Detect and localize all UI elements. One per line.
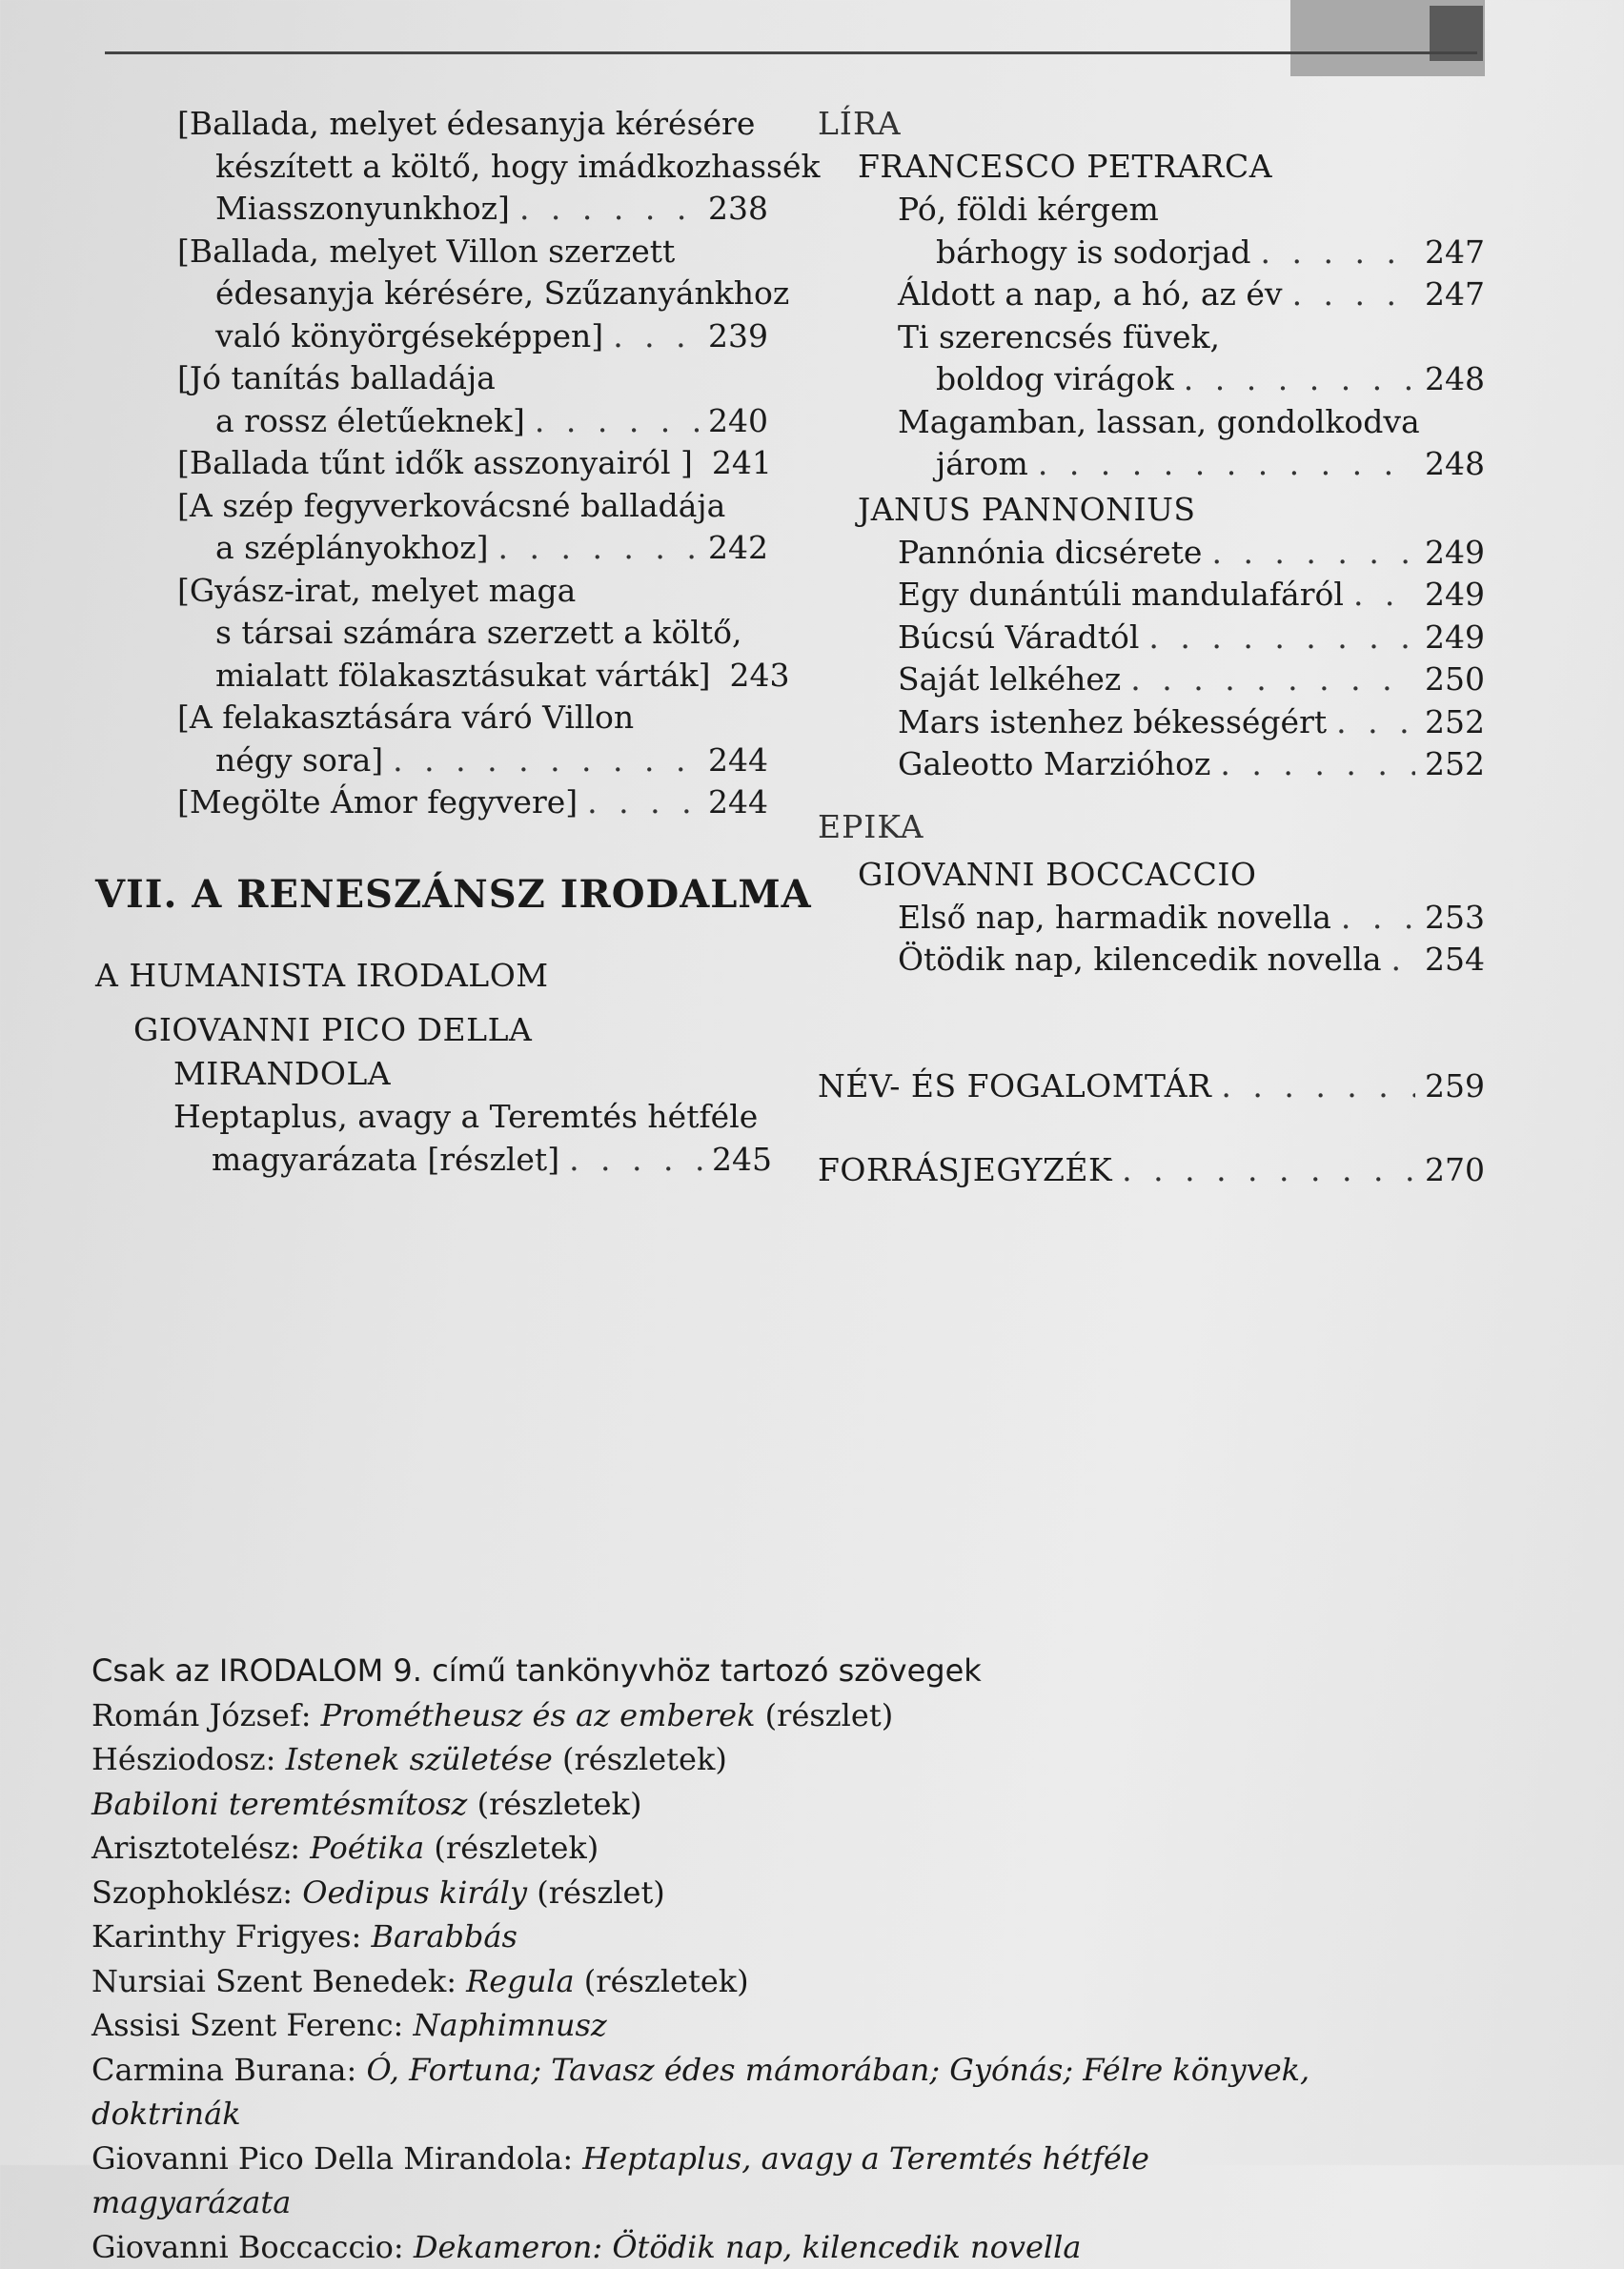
- toc-entry[interactable]: [177, 485, 768, 570]
- toc-entry-title: Első nap, harmadik novella: [898, 897, 1331, 940]
- leader-dots: [613, 315, 699, 358]
- toc-entry-line: [Gyász-irat, melyet maga: [177, 570, 768, 613]
- petrarca-list: [818, 189, 1485, 486]
- leader-dots: [1122, 1149, 1415, 1192]
- leader-dots: [1353, 574, 1415, 617]
- toc-entry[interactable]: [898, 316, 1485, 401]
- leader-dots: [1336, 701, 1415, 744]
- textbook-item-author: Nursiai Szent Benedek:: [91, 1963, 466, 1999]
- toc-entry[interactable]: [898, 939, 1485, 982]
- toc-entry-leader: [177, 400, 768, 443]
- toc-entry-page: 252: [1425, 743, 1485, 786]
- toc-entry-title: [Ballada tűnt idők asszonyairól ]: [177, 442, 693, 485]
- toc-entry-page: 243: [730, 655, 790, 698]
- toc-entry-page: 239: [708, 315, 768, 358]
- section-label-lira: LÍRA: [818, 103, 1485, 145]
- toc-entry-page: 240: [708, 400, 768, 443]
- leader-dots: [1184, 358, 1415, 401]
- toc-entry-title: Galeotto Marzióhoz: [898, 743, 1210, 786]
- toc-entry-line: [Ballada, melyet édesanyja kérésére: [177, 103, 768, 146]
- textbook-item: [91, 1826, 1330, 1871]
- toc-entry[interactable]: [898, 401, 1485, 486]
- toc-entry[interactable]: [898, 273, 1485, 316]
- leader-dots: [1148, 617, 1415, 659]
- toc-entry-page: 245: [712, 1139, 772, 1182]
- textbook-item-author: Assisi Szent Ferenc:: [91, 2007, 413, 2043]
- toc-entry[interactable]: [898, 574, 1485, 617]
- toc-entry[interactable]: [177, 442, 768, 485]
- toc-entry-line: [Ballada, melyet Villon szerzett: [177, 231, 768, 273]
- section-label-epika: EPIKA: [818, 805, 1485, 849]
- toc-entry-title: NÉV- ÉS FOGALOMTÁR: [818, 1065, 1211, 1108]
- textbook-item-author: Hésziodosz:: [91, 1741, 286, 1777]
- toc-entry[interactable]: [177, 570, 768, 698]
- author-pico-line1: GIOVANNI PICO DELLA: [133, 1008, 772, 1052]
- toc-entry-title: Egy dunántúli mandulafáról: [898, 574, 1344, 617]
- toc-entry-title: magyarázata [részlet]: [212, 1139, 559, 1182]
- chapter-title: VII. A RENESZÁNSZ IRODALMA: [95, 872, 812, 917]
- leader-dots: [1221, 1065, 1415, 1108]
- toc-entry-title: Búcsú Váradtól: [898, 617, 1139, 659]
- toc-entry-forras[interactable]: [818, 1149, 1485, 1192]
- leader-dots: [1391, 939, 1415, 982]
- toc-entry-line: Magamban, lassan, gondolkodva: [898, 401, 1485, 444]
- toc-entry-nev[interactable]: [818, 1065, 1485, 1108]
- toc-entry-page: 247: [1425, 273, 1485, 316]
- toc-entry-page: 253: [1425, 897, 1485, 940]
- toc-entry-leader: [898, 574, 1485, 617]
- leader-dots: [393, 739, 699, 782]
- toc-entry-leader: [898, 232, 1485, 274]
- textbook-item-author: Carmina Burana:: [91, 2052, 366, 2088]
- toc-entry-leader: [177, 188, 768, 231]
- toc-entry-leader: [177, 655, 768, 698]
- leader-dots: [535, 400, 699, 443]
- toc-entry[interactable]: [177, 781, 768, 824]
- toc-entry-leader: [898, 617, 1485, 659]
- textbook-item: [91, 2225, 1330, 2269]
- textbook-item-author: Giovanni Boccaccio:: [91, 2229, 414, 2265]
- toc-entry[interactable]: [177, 697, 768, 781]
- toc-entry[interactable]: [177, 103, 768, 231]
- header-rule: [105, 51, 1477, 54]
- textbook-item: [91, 1782, 1330, 1827]
- textbook-item: [91, 1959, 1330, 2004]
- left-column: [177, 103, 768, 824]
- toc-entry-title: Mars istenhez békességért: [898, 701, 1327, 744]
- textbook-item: [91, 1737, 1330, 1782]
- textbook-item-title: Prométheusz és az emberek: [321, 1697, 756, 1733]
- textbook-item-title: Poétika: [310, 1830, 424, 1866]
- toc-entry-leader: [898, 701, 1485, 744]
- textbook-item-note: (részlet): [755, 1697, 893, 1733]
- textbook-item-author: Román József:: [91, 1697, 321, 1733]
- toc-entry-title: a rossz életűeknek]: [215, 400, 525, 443]
- toc-entry[interactable]: [898, 189, 1485, 273]
- textbook-item-title: Ó, Fortuna; Tavasz édes mámorában; Gyónás; Félre könyvek, doktrinák: [91, 2052, 1309, 2133]
- toc-entry-leader: [898, 897, 1485, 940]
- textbook-item-note: (részletek): [467, 1786, 641, 1822]
- author-boccaccio: GIOVANNI BOCCACCIO: [818, 853, 1485, 897]
- toc-entry-leader: [898, 273, 1485, 316]
- toc-entry-line: Ti szerencsés füvek,: [898, 316, 1485, 359]
- author-petrarca: FRANCESCO PETRARCA: [818, 145, 1485, 189]
- toc-entry-title: a széplányokhoz]: [215, 527, 489, 570]
- toc-entry[interactable]: [898, 743, 1485, 786]
- toc-entry-line: édesanyja kérésére, Szűzanyánkhoz: [177, 273, 768, 315]
- toc-entry[interactable]: [898, 658, 1485, 701]
- textbook-item-title: Naphimnusz: [413, 2007, 606, 2043]
- toc-entry-page: 244: [708, 781, 768, 824]
- toc-entry-line: [A felakasztására váró Villon: [177, 697, 768, 739]
- textbook-item-author: Karinthy Frigyes:: [91, 1918, 371, 1955]
- toc-entry-page: 250: [1425, 658, 1485, 701]
- toc-entry-page: 247: [1425, 232, 1485, 274]
- toc-entry-page: 241: [712, 442, 772, 485]
- toc-entry-title: boldog virágok: [936, 358, 1174, 401]
- textbook-item-author: Giovanni Pico Della Mirandola:: [91, 2140, 582, 2177]
- textbook-item-title: Istenek születése: [286, 1741, 553, 1777]
- toc-entry-line: Pó, földi kérgem: [898, 189, 1485, 232]
- leader-dots: [519, 188, 699, 231]
- toc-entry-title: Pannónia dicsérete: [898, 532, 1202, 575]
- textbook-items: [91, 1693, 1330, 2269]
- toc-entry[interactable]: [898, 617, 1485, 659]
- toc-entry-title: négy sora]: [215, 739, 383, 782]
- textbook-item-note: (részlet): [527, 1874, 665, 1911]
- toc-entry[interactable]: [177, 231, 768, 358]
- textbook-list-heading: Csak az IRODALOM 9. című tankönyvhöz tartozó szövegek: [91, 1649, 1330, 1693]
- author-janus: JANUS PANNONIUS: [818, 488, 1485, 532]
- janus-list: [818, 532, 1485, 786]
- toc-entry-leader: [177, 315, 768, 358]
- textbook-item-note: (részletek): [575, 1963, 749, 1999]
- subsection-title: A HUMANISTA IRODALOM: [95, 957, 549, 994]
- textbook-item: [91, 1914, 1330, 1959]
- toc-entry-title: [Megölte Ámor fegyvere]: [177, 781, 578, 824]
- toc-entry-title: Ötödik nap, kilencedik novella: [898, 939, 1382, 982]
- toc-entry-leader: [898, 658, 1485, 701]
- toc-entry-leader: [177, 527, 768, 570]
- textbook-item-title: Regula: [466, 1963, 574, 1999]
- leader-dots: [1211, 532, 1415, 575]
- textbook-item-title: Babiloni teremtésmítosz: [91, 1786, 467, 1822]
- toc-entry-pico[interactable]: [133, 1096, 772, 1181]
- toc-entry-leader: [898, 443, 1485, 486]
- textbook-item: [91, 2048, 1330, 2137]
- toc-entry-line: s társai számára szerzett a költő,: [177, 612, 768, 655]
- textbook-item-note: (részletek): [553, 1741, 727, 1777]
- toc-entry-title: Áldott a nap, a hó, az év: [898, 273, 1283, 316]
- toc-entry-leader: [177, 442, 768, 485]
- leader-dots: [1341, 897, 1415, 940]
- textbook-item: [91, 2003, 1330, 2048]
- toc-entry-title: FORRÁSJEGYZÉK: [818, 1149, 1112, 1192]
- toc-entry-page: 248: [1425, 443, 1485, 486]
- toc-entry[interactable]: [177, 357, 768, 442]
- toc-entry-page: 242: [708, 527, 768, 570]
- toc-entry[interactable]: [898, 532, 1485, 575]
- toc-entry-line: [A szép fegyverkovácsné balladája: [177, 485, 768, 528]
- leader-dots: [1292, 273, 1415, 316]
- toc-entry-title: mialatt fölakasztásukat várták]: [215, 655, 711, 698]
- toc-entry-page: 249: [1425, 617, 1485, 659]
- right-column: [818, 103, 1485, 1192]
- toc-entry-page: 270: [1425, 1149, 1485, 1192]
- textbook-item-title: Barabbás: [371, 1918, 517, 1955]
- author-pico-line2: MIRANDOLA: [133, 1052, 772, 1096]
- toc-entry-page: 254: [1425, 939, 1485, 982]
- boccaccio-list: [818, 897, 1485, 982]
- textbook-text-list: [91, 1649, 1330, 2269]
- toc-entry-line: [Jó tanítás balladája: [177, 357, 768, 400]
- toc-entry-page: 238: [708, 188, 768, 231]
- leader-dots: [1220, 743, 1415, 786]
- toc-entry-leader: [898, 743, 1485, 786]
- toc-entry-leader: [173, 1139, 772, 1182]
- textbook-item: [91, 1871, 1330, 1915]
- toc-entry-title: való könyörgéseképpen]: [215, 315, 603, 358]
- toc-entry-page: 244: [708, 739, 768, 782]
- toc-entry-leader: [177, 781, 768, 824]
- leader-dots: [569, 1139, 702, 1182]
- toc-entry-leader: [177, 739, 768, 782]
- leader-dots: [1038, 443, 1415, 486]
- toc-entry-title: járom: [936, 443, 1028, 486]
- toc-entry-title: Miasszonyunkhoz]: [215, 188, 510, 231]
- textbook-item-title: Heptaplus, avagy a Teremtés hétféle magyarázata: [91, 2140, 1149, 2221]
- toc-entry[interactable]: [898, 897, 1485, 940]
- textbook-item: [91, 1693, 1330, 1738]
- leader-dots: [1130, 658, 1415, 701]
- toc-entry-leader: [898, 358, 1485, 401]
- textbook-item: [91, 2137, 1330, 2225]
- toc-entry-page: 249: [1425, 574, 1485, 617]
- toc-entry-page: 248: [1425, 358, 1485, 401]
- toc-entry-line: Heptaplus, avagy a Teremtés hétféle: [173, 1096, 772, 1139]
- toc-entry-title: Saját lelkéhez: [898, 658, 1121, 701]
- leader-dots: [1261, 232, 1415, 274]
- textbook-item-title: Oedipus király: [302, 1874, 527, 1911]
- textbook-item-author: Szophoklész:: [91, 1874, 302, 1911]
- toc-entry-leader: [898, 532, 1485, 575]
- toc-entry-line: készített a költő, hogy imádkozhassék: [177, 146, 768, 189]
- textbook-item-author: Arisztotelész:: [91, 1830, 310, 1866]
- toc-entry-page: 252: [1425, 701, 1485, 744]
- toc-entry-page: 249: [1425, 532, 1485, 575]
- leader-dots: [498, 527, 699, 570]
- pico-block: [133, 1008, 772, 1181]
- toc-entry-title: bárhogy is sodorjad: [936, 232, 1251, 274]
- toc-entry[interactable]: [898, 701, 1485, 744]
- toc-entry-page: 259: [1425, 1065, 1485, 1108]
- textbook-item-title: Dekameron: Ötödik nap, kilencedik novella: [414, 2229, 1082, 2265]
- toc-entry-leader: [898, 939, 1485, 982]
- leader-dots: [587, 781, 699, 824]
- textbook-item-note: (részletek): [424, 1830, 599, 1866]
